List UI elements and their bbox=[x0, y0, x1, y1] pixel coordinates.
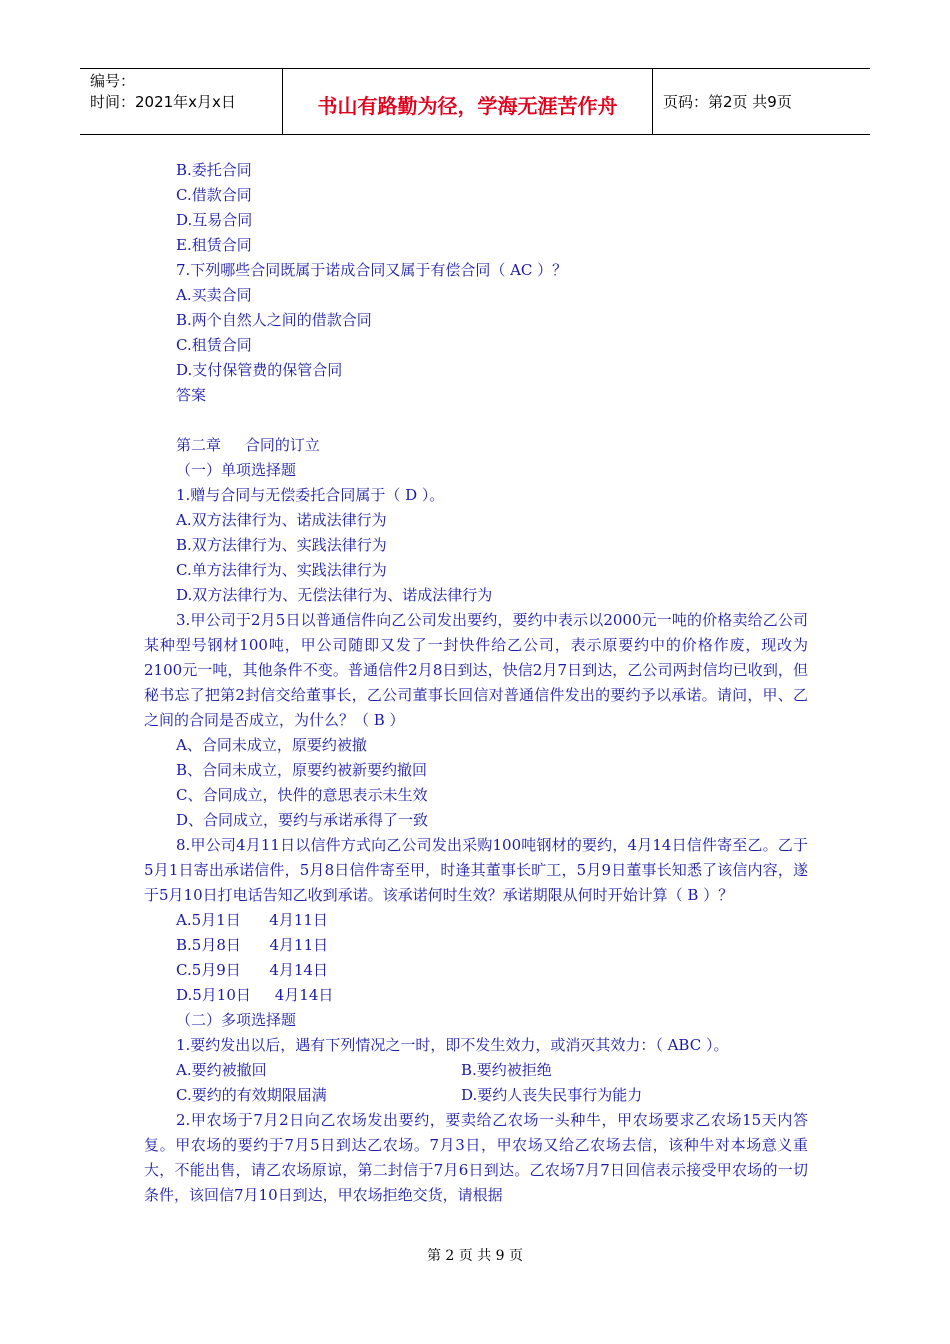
option-line: B.要约被拒绝 bbox=[461, 1061, 552, 1079]
header-number-label: 编号： bbox=[90, 72, 136, 90]
option-row bbox=[144, 1083, 808, 1108]
question-line: 1.赠与合同与无偿委托合同属于（ D ）。 bbox=[176, 486, 445, 504]
option-line: A.双方法律行为、诺成法律行为 bbox=[176, 511, 387, 529]
option-line: D、合同成立，要约与承诺承得了一致 bbox=[176, 811, 429, 829]
option-line: A.买卖合同 bbox=[176, 286, 252, 304]
header-time-label: 时间：2021年x月x日 bbox=[90, 93, 236, 111]
option-line: B.委托合同 bbox=[176, 161, 252, 179]
answer-label: 答案 bbox=[176, 386, 207, 404]
question-line: 7.下列哪些合同既属于诺成合同又属于有偿合同（ AC ）？ bbox=[176, 261, 568, 279]
header-info-cell bbox=[80, 69, 283, 134]
question-paragraph: 8.甲公司4月11日以信件方式向乙公司发出采购100吨钢材的要约，4月14日信件寄至乙。乙于5月1日寄出承诺信件，5月8日信件寄至甲，时逢其董事长旷工，5月9日董事长知悉了该信内容，遂于5月10日打电话告知乙收到承诺。该承诺何时生效？承诺期限从何时开始计算（ B ）？ bbox=[144, 836, 808, 904]
option-line: D.互易合同 bbox=[176, 211, 253, 229]
option-line: C.借款合同 bbox=[176, 186, 252, 204]
option-line: A.要约被撤回 bbox=[176, 1061, 267, 1079]
option-line: C.要约的有效期限届满 bbox=[176, 1086, 327, 1104]
option-line: D.双方法律行为、无偿法律行为、诺成法律行为 bbox=[176, 586, 493, 604]
option-line: B、合同未成立，原要约被新要约撤回 bbox=[176, 761, 428, 779]
question-paragraph: 3.甲公司于2月5日以普通信件向乙公司发出要约，要约中表示以2000元一吨的价格卖给乙公司某种型号钢材100吨，甲公司随即又发了一封快件给乙公司，表示原要约中的价格作废，现改为2100元一吨，其他条件不变。普通信件2月8日到达，快信2月7日到达，乙公司两封信均已收到，但秘书忘了把第2封信交给董事长，乙公司董事长回信对普通信件发出的要约予以承诺。请问，甲、乙之间的合同是否成立，为什么？（ B ） bbox=[144, 611, 808, 729]
option-line: B.5月8日 4月11日 bbox=[176, 936, 329, 954]
section-heading: （二）多项选择题 bbox=[176, 1011, 297, 1029]
section-heading: （一）单项选择题 bbox=[176, 461, 297, 479]
option-line: A.5月1日 4月11日 bbox=[176, 911, 328, 929]
spacer bbox=[144, 408, 808, 433]
page-header bbox=[80, 68, 870, 135]
header-slogan: 书山有路勤为径，学海无涯苦作舟 bbox=[283, 69, 653, 134]
document-body bbox=[144, 158, 808, 1208]
option-line: C.租赁合同 bbox=[176, 336, 252, 354]
option-line: C.5月9日 4月14日 bbox=[176, 961, 329, 979]
question-line: 1.要约发出以后，遇有下列情况之一时，即不发生效力，或消灭其效力：（ ABC ）。 bbox=[176, 1036, 729, 1054]
option-line: D.要约人丧失民事行为能力 bbox=[461, 1086, 643, 1104]
option-line: A、合同未成立，原要约被撤 bbox=[176, 736, 367, 754]
option-line: E.租赁合同 bbox=[176, 236, 252, 254]
option-line: C、合同成立，快件的意思表示未生效 bbox=[176, 786, 428, 804]
option-line: C.单方法律行为、实践法律行为 bbox=[176, 561, 387, 579]
option-line: D.支付保管费的保管合同 bbox=[176, 361, 343, 379]
header-page-label: 页码：第2页 共9页 bbox=[663, 93, 792, 111]
chapter-heading: 第二章 合同的订立 bbox=[176, 436, 320, 454]
option-line: B.双方法律行为、实践法律行为 bbox=[176, 536, 387, 554]
question-paragraph: 2.甲农场于7月2日向乙农场发出要约，要卖给乙农场一头种牛，甲农场要求乙农场15天内答复。甲农场的要约于7月5日到达乙农场。7月3日，甲农场又给乙农场去信，该种牛对本场意义重大，不能出售，请乙农场原谅，第二封信于7月6日到达。乙农场7月7日回信表示接受甲农场的一切条件，该回信7月10日到达，甲农场拒绝交货，请根据 bbox=[144, 1111, 808, 1204]
option-row bbox=[144, 1058, 808, 1083]
option-line: B.两个自然人之间的借款合同 bbox=[176, 311, 372, 329]
page-footer: 第 2 页 共 9 页 bbox=[426, 1248, 524, 1264]
option-line: D.5月10日 4月14日 bbox=[176, 986, 334, 1004]
